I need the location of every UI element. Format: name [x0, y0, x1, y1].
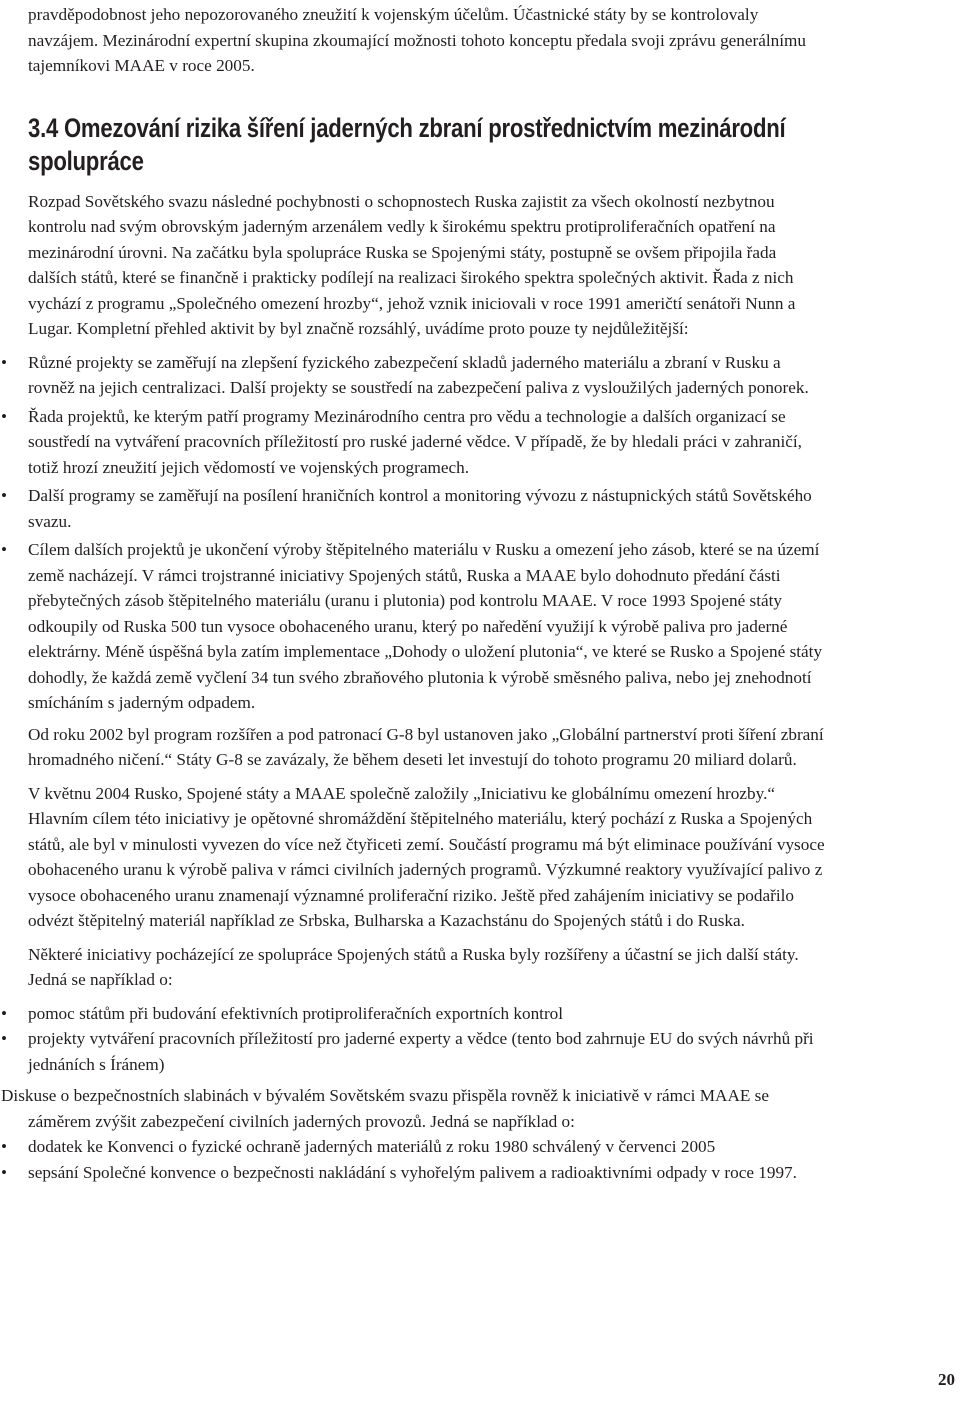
list-item: • Cílem dalších projektů je ukončení výroby štěpitelného materiálu v Rusku a omezení jeho zásob, které se na území země nacházejí. V rámci trojstranné iniciativy Spojených států, Ruska a MAAE bylo dohodnuto předání části přebytečných zásob štěpitelného materiálu (uranu i plutonia) pod kontrolu MAAE. V roce 1993 Spojené státy odkoupily od Ruska 500 tun vysoce obohaceného uranu, který po naředění využijí k výrobě paliva pro jaderné elektrárny. Méně úspěšná byla zatím implementace „Dohody o uložení plutonia“, ve které se Rusko a Spojené státy dohodly, že každá země vyčlení 34 tun svého zbraňového plutonia k výrobě směsného paliva, nebo jej znehodnotí smícháním s jaderným odpadem.	[28, 537, 828, 716]
section-paragraph-1: Rozpad Sovětského svazu následné pochybnosti o schopnostech Ruska zajistit za všech okolností nezbytnou kontrolu nad svým obrovským jaderným arzenálem vedly k širokému spektru protiproliferačních opatření na mezinárodní úrovni. Na začátku byla spolupráce Ruska se Spojenými státy, postupně se ovšem připojila řada dalších států, které se finančně i prakticky podílejí na realizaci širokého spektra společných aktivit. Řada z nich vychází z programu „Společného omezení hrozby“, jehož vznik iniciovali v roce 1991 američtí senátoři Nunn a Lugar. Kompletní přehled aktivit by byl značně rozsáhlý, uvádíme proto pouze ty nejdůležitější:	[28, 191, 796, 338]
list-item: • Řada projektů, ke kterým patří programy Mezinárodního centra pro vědu a technologie a dalších organizací se soustředí na vytváření pracovních příležitostí pro ruské jaderné vědce. V případě, že by hledali práci v zahraničí, totiž hrozí zneužití jejich vědomostí ve vojenských programech.	[28, 404, 828, 481]
section-paragraph-4: Některé iniciativy pocházející ze spolupráce Spojených států a Ruska byly rozšířeny a účastní se jich další státy. Jedná se například o:	[28, 944, 799, 989]
list-item: • sepsání Společné konvence o bezpečnosti nakládání s vyhořelým palivem a radioaktivními odpady v roce 1997.	[28, 1160, 828, 1186]
bullet-list-1	[28, 350, 828, 716]
bullet-list-3	[28, 1134, 828, 1185]
list-item: • Různé projekty se zaměřují na zlepšení fyzického zabezpečení skladů jaderného materiálu a zbraní v Rusku a rovněž na jejich centralizaci. Další projekty se soustředí na zabezpečení paliva z vysloužilých jaderných ponorek.	[28, 350, 828, 401]
intro-paragraph: pravděpodobnost jeho nepozorovaného zneužití k vojenským účelům. Účastnické státy by se kontrolovaly navzájem. Mezinárodní expertní skupina zkoumající možnosti tohoto konceptu předala svoji zprávu generálnímu tajemníkovi MAAE v roce 2005.	[28, 5, 806, 75]
list-item: • pomoc státům při budování efektivních protiproliferačních exportních kontrol	[28, 1001, 828, 1027]
page-number: 20	[938, 1370, 955, 1389]
document-page	[1, 0, 828, 1191]
bullet-list-2	[28, 1001, 828, 1078]
list-item: • Další programy se zaměřují na posílení hraničních kontrol a monitoring vývozu z nástupnických států Sovětského svazu.	[28, 483, 828, 534]
section-paragraph-2: Od roku 2002 byl program rozšířen a pod patronací G-8 byl ustanoven jako „Globální partnerství proti šíření zbraní hromadného ničení.“ Státy G-8 se zavázaly, že během deseti let investují do tohoto programu 20 miliard dolarů.	[28, 724, 824, 769]
section-heading: 3.4 Omezování rizika šíření jaderných zbraní prostřednictvím mezinárodní spolupráce	[28, 112, 786, 176]
list-item: • dodatek ke Konvenci o fyzické ochraně jaderných materiálů z roku 1980 schválený v červenci 2005	[28, 1134, 828, 1160]
section-paragraph-3: V květnu 2004 Rusko, Spojené státy a MAAE společně založily „Iniciativu ke globálnímu omezení hrozby.“ Hlavním cílem této iniciativy je opětovné shromáždění štěpitelného materiálu, který pochází z Ruska a Spojených států, ale byl v minulosti vyvezen do více než čtyřiceti zemí. Součástí programu má být eliminace používání vysoce obohaceného uranu k výrobě paliva v rámci civilních jaderných programů. Výzkumné reaktory využívající palivo z vysoce obohaceného uranu znamenají významné proliferační riziko. Ještě před zahájením iniciativy se podařilo odvézt štěpitelný materiál například ze Srbska, Bulharska a Kazachstánu do Spojených států i do Ruska.	[28, 783, 825, 930]
list-item: • projekty vytváření pracovních příležitostí pro jaderné experty a vědce (tento bod zahrnuje EU do svých návrhů při jednáních s Íránem)	[28, 1026, 828, 1077]
section-paragraph-5: Diskuse o bezpečnostních slabinách v bývalém Sovětském svazu přispěla rovněž k iniciativě v rámci MAAE se záměrem zvýšit zabezpečení civilních jaderných provozů. Jedná se například o:	[1, 1086, 769, 1131]
